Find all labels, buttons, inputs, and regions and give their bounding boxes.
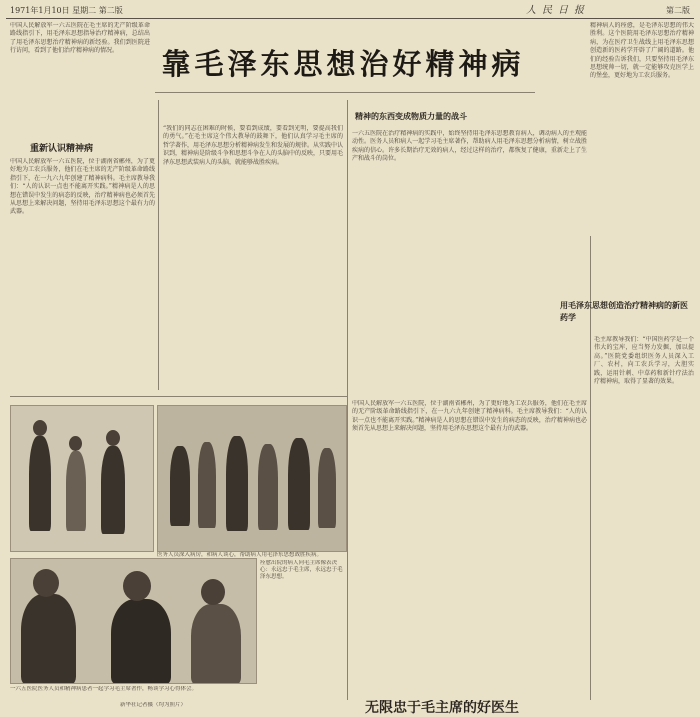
column-c-text: 一六五医院在治疗精神病的实践中，始终坚持用毛泽东思想教育病人，调动病人的主观能动性。医务人员和病人一起学习毛主席著作，帮助病人用毛泽东思想分析病情，树立战胜疾病的信心。许多长期治疗无效的病人，经过这样的治疗，都恢复了健康，重新走上了生产和战斗的岗位。: [352, 130, 587, 163]
person-figure: [29, 436, 51, 531]
photo-study-group: [10, 405, 154, 552]
column-divider: [347, 100, 348, 700]
person-figure: [66, 451, 86, 531]
person-figure: [258, 444, 278, 530]
intro-text: 中国人民解放军一六五医院在毛主席的无产阶级革命路线指引下，用毛泽东思想指导治疗精神病，总结出了用毛泽东思想治疗精神病的新经验。我们到医院进行访问，看到了他们治疗精神病的情况。: [10, 22, 150, 55]
photo-caption: 一六五医院医务人员和精神病患者一起学习毛主席著作，畅谈学习心得体会。: [10, 686, 198, 692]
column-a: [10, 158, 155, 390]
person-head: [201, 579, 225, 605]
person-figure: [288, 438, 310, 530]
person-head: [33, 569, 59, 597]
person-head: [33, 420, 47, 436]
photo-caption: 医务人员深入病房，和病人谈心，帮助病人用毛泽东思想战胜疾病。: [157, 552, 323, 558]
person-figure: [198, 442, 216, 528]
date-line: 1971年1月10日 星期二 第二版: [10, 6, 123, 15]
person-figure: [191, 604, 241, 684]
person-figure: [101, 446, 125, 534]
person-figure: [318, 448, 336, 528]
intro-column: [10, 22, 150, 142]
column-c-continued: [352, 400, 587, 695]
right-mid-text: 毛主席教导我们：“中国医药学是一个伟大的宝库，应当努力发掘，加以提高。”医院党委组织医务人员深入工厂、农村，向工农兵学习，大胆实践，运用针刺、中草药和新针疗法治疗精神病，取得了显著的效果。: [594, 336, 694, 386]
divider: [155, 92, 535, 93]
photo-caption-block: [260, 560, 344, 680]
section-heading-1: 重新认识精神病: [30, 144, 94, 154]
paper-name: 人民日报: [526, 5, 590, 16]
person-figure: [226, 436, 248, 531]
bottom-headline: 无限忠于毛主席的好医生: [365, 700, 519, 716]
person-head: [106, 430, 120, 446]
photo-caption-mid: [157, 552, 345, 558]
column-c-continued-text: 中国人民解放军一六五医院，位于湖南省郴州，为了更好地为工农兵服务，他们在毛主席的无产阶级革命路线指引下，在一九六九年创建了精神病科。毛主席教导我们：“人的认识一点也不能离开实践。”精神病是人的思想在错误中发生的病态的反映，治疗精神病也必须首先从思想上来解决问题，坚持用毛泽东思想这个最有力的武器。: [352, 400, 587, 433]
column-divider: [158, 100, 159, 390]
right-top-column: [590, 22, 694, 232]
photo-doctor-patient: [10, 558, 257, 684]
photo-caption: 痊愈出院的病人向毛主席像表决心：永远忠于毛主席，永远忠于毛泽东思想。: [260, 560, 343, 580]
right-top-text: 精神病人的痊愈，是毛泽东思想的伟大胜利。这个医院用毛泽东思想治疗精神病，为在医疗卫生战线上用毛泽东思想创造新的医药学开辟了广阔的道路。他们的经验告诉我们，只要坚持用毛泽东思想统帅一切，就一定能够攻克医学上的堡垒，更好地为工农兵服务。: [590, 22, 694, 80]
right-mid-column: [594, 336, 694, 696]
column-c: [352, 130, 587, 390]
column-b: [163, 125, 343, 390]
masthead: [6, 4, 694, 19]
photo-credit: 新华社记者摄（均为照片）: [120, 702, 187, 708]
photo-caption-row: [10, 686, 347, 700]
person-head: [69, 436, 82, 451]
person-figure: [111, 599, 171, 684]
person-head: [123, 571, 151, 601]
person-figure: [170, 446, 190, 526]
section-heading-2: 精神的东西变成物质力量的战斗: [355, 112, 467, 121]
column-a-text: 中国人民解放军一六五医院，位于湖南省郴州，为了更好地为工农兵服务，他们在毛主席的无产阶级革命路线指引下，在一九六九年创建了精神病科。毛主席教导我们：“人的认识一点也不能离开实践。”精神病是人的思想在错误中发生的病态的反映，治疗精神病也必须首先从思想上来解决问题，坚持用毛泽东思想这个最有力的武器。: [10, 158, 155, 216]
divider: [10, 396, 347, 397]
section-heading-3: 用毛泽东思想创造治疗精神病的新医药学: [560, 301, 688, 322]
page-label: 第二版: [666, 6, 690, 15]
column-b-text: “我们的同志在困难的时候，要看到成绩，要看到光明，要提高我们的勇气。”在毛主席这个伟大教导的鼓舞下，他们认真学习毛主席的哲学著作，用毛泽东思想分析精神病发生和发展的规律。从实践中认识到，精神病是阶级斗争和思想斗争在人的头脑中的反映，只要用毛泽东思想武装病人的头脑，就能够战胜疾病。: [163, 125, 343, 166]
person-figure: [21, 594, 76, 684]
photo-credit-row: [120, 702, 320, 712]
page-title: 靠毛泽东思想治好精神病: [161, 47, 525, 81]
photo-group-pledge: [157, 405, 347, 552]
